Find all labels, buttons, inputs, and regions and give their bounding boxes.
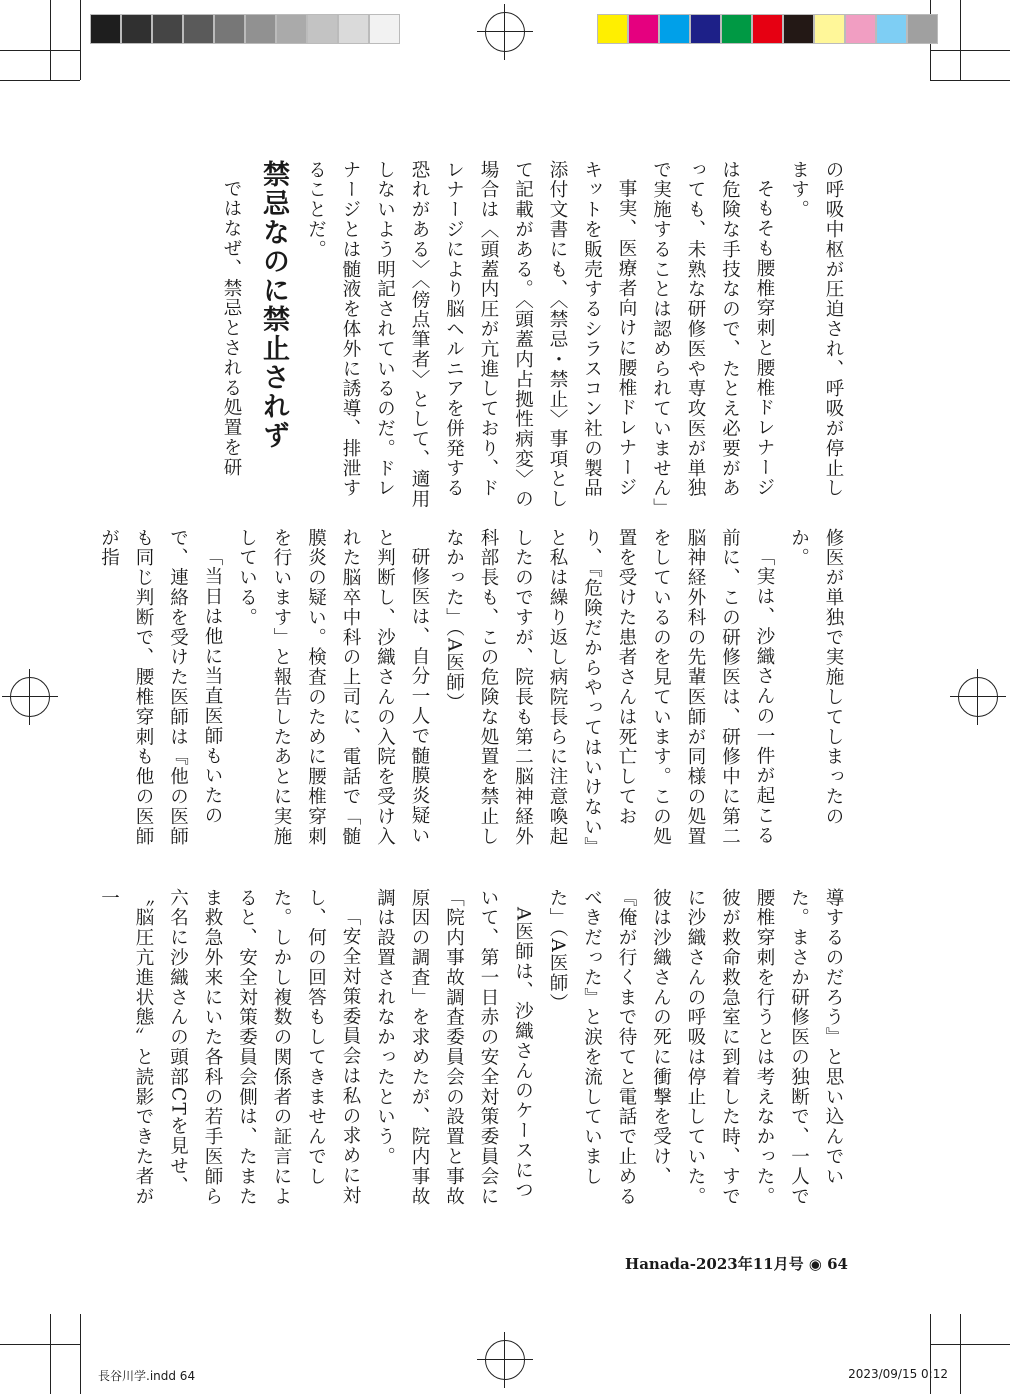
- crop-mark: [0, 1344, 80, 1345]
- paragraph: そもそも腰椎穿刺と腰椎ドレナージは危険な手技なので、たとえ必要があっても、未熟な研修医や専攻医が単独で実施することは認められていません」: [650, 160, 775, 519]
- crop-mark: [930, 1344, 1010, 1345]
- page-folio: Hanada-2023年11月号 ◉ 64: [625, 1255, 848, 1273]
- color-swatch: [183, 14, 214, 44]
- registration-mark-bottom: [485, 1340, 525, 1380]
- crop-mark: [930, 80, 1010, 81]
- paragraph: 研修医は、自分一人で髄膜炎疑いと判断し、沙織さんの入院を受け入れた脳卒中科の上司に、電話で「髄膜炎の疑い。検査のために腰椎穿刺を行います」と報告したあとに実施している。: [236, 528, 430, 847]
- registration-mark-right: [958, 677, 998, 717]
- text-tier-middle: [98, 528, 850, 853]
- color-swatch: [369, 14, 400, 44]
- color-swatch: [152, 14, 183, 44]
- color-swatch: [814, 14, 845, 44]
- color-swatch: [721, 14, 752, 44]
- paragraph: 「安全対策委員会は私の求めに対し、何の回答もしてきませんでした。しかし複数の関係者の証言によると、安全対策委員会側は、たまたま救急外来にいた各科の若手医師ら六名に沙織さんの頭部CTを見せ、〝脳圧亢進状態〟と読影できた者が一: [98, 888, 361, 1207]
- section-heading: 禁忌なのに禁止されず: [258, 160, 289, 450]
- color-swatch: [214, 14, 245, 44]
- crop-mark: [0, 80, 80, 81]
- crop-mark: [930, 50, 1010, 51]
- paragraph: 事実、医療者向けに腰椎ドレナージキットを販売するシラスコン社の製品添付文書にも、〈禁忌・禁止〉事項として記載がある。〈頭蓋内占拠性病変〉の場合は〈頭蓋内圧が亢進しており、ドレナージにより脳ヘルニアを併発する恐れがある〉〈傍点筆者〉として、適用しないよう明記されているのだ。ドレナージとは髄液を体外に誘導、排泄することだ。: [305, 160, 637, 509]
- process-color-bar: [597, 14, 938, 44]
- color-swatch: [752, 14, 783, 44]
- color-swatch: [876, 14, 907, 44]
- crop-mark: [50, 1314, 51, 1394]
- color-swatch: [276, 14, 307, 44]
- paragraph: 「当日は他に当直医師もいたので、連絡を受けた医師は『他の医師も同じ判断で、腰椎穿刺も他の医師が指: [98, 528, 223, 847]
- text-tier-lower: [98, 888, 850, 1213]
- color-swatch: [245, 14, 276, 44]
- crop-mark: [80, 0, 81, 80]
- color-swatch: [690, 14, 721, 44]
- paragraph: ではなぜ、禁忌とされる処置を研: [221, 178, 242, 477]
- text-tier-upper: [160, 160, 850, 519]
- crop-mark: [930, 1314, 931, 1394]
- color-swatch: [845, 14, 876, 44]
- paragraph: 「実は、沙織さんの一件が起こる前に、この研修医は、研修中に第二脳神経外科の先輩医師が同様の処置をしているのを見ています。この処置を受けた患者さんは死亡しており、『危険だからやってはいけない』と私は繰り返し病院長らに注意喚起したのですが、院長も第二脳神経外科部長も、この危険な処置を禁止しなかった」（A医師）: [443, 528, 775, 848]
- crop-mark: [960, 0, 961, 80]
- crop-mark: [960, 1314, 961, 1394]
- color-swatch: [307, 14, 338, 44]
- color-swatch: [90, 14, 121, 44]
- registration-mark-left: [10, 677, 50, 717]
- color-swatch: [659, 14, 690, 44]
- slug-filename: 長谷川学.indd 64: [98, 1369, 196, 1383]
- color-swatch: [597, 14, 628, 44]
- slug-datetime: 2023/09/15 0:12: [848, 1367, 948, 1381]
- crop-mark: [0, 50, 80, 51]
- gray-color-bar: [90, 14, 400, 44]
- color-swatch: [783, 14, 814, 44]
- color-swatch: [338, 14, 369, 44]
- crop-mark: [50, 0, 51, 80]
- color-swatch: [907, 14, 938, 44]
- paragraph: 修医が単独で実施してしまったのか。: [788, 528, 844, 827]
- registration-mark-top: [485, 12, 525, 52]
- paragraph: A医師は、沙織さんのケースについて、第一日赤の安全対策委員会に「院内事故調査委員会の設置と事故原因の調査」を求めたが、院内事故調は設置されなかったという。: [374, 888, 534, 1207]
- crop-mark: [80, 1314, 81, 1394]
- color-swatch: [628, 14, 659, 44]
- paragraph: 導するのだろう』と思い込んでいた。まさか研修医の独断で、一人で腰椎穿刺を行うとは考えなかった。彼が救命救急室に到着した時、すでに沙織さんの呼吸は停止していた。彼は沙織さんの死に衝撃を受け、『俺が行くまで待てと電話で止めるべきだった』と涙を流していました」（A医師）: [547, 888, 844, 1207]
- paragraph: の呼吸中枢が圧迫され、呼吸が停止します。: [788, 160, 844, 499]
- color-swatch: [121, 14, 152, 44]
